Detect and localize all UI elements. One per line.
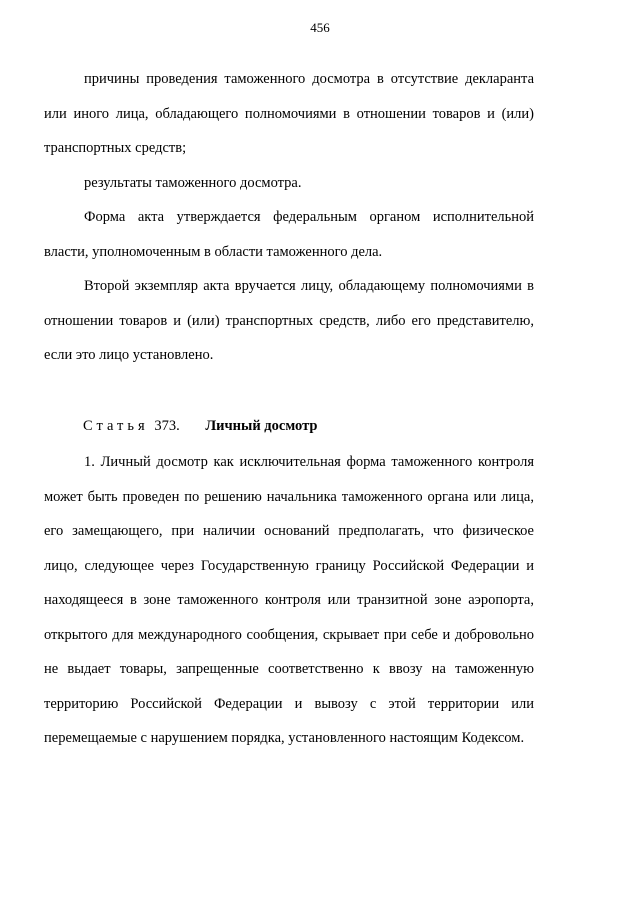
page-number: 456	[310, 20, 330, 35]
body-text-upper	[44, 62, 534, 373]
body-text-lower	[44, 445, 534, 756]
paragraph-inspection-results: результаты таможенного досмотра.	[84, 174, 302, 191]
paragraph-personal-inspection: 1. Личный досмотр как исключительная форма таможенного контроля может быть проведен по решению начальника таможенного органа или лица, его замещающего, при наличии оснований предполагать, что физическое лицо, следующее через Государственную границу Российской Федерации и находящееся в зоне таможенного контроля или транзитной зоне аэропорта, открытого для международного сообщения, скрывает при себе и добровольно не выдает товары, запрещенные соответственно к ввозу на таможенную территорию Российской Федерации и вывозу с этой территории или перемещаемые с нарушением порядка, установленного настоящим Кодексом.	[44, 454, 534, 746]
article-number: 373.	[154, 418, 180, 434]
article-title: Личный досмотр	[205, 418, 318, 434]
paragraph-act-copy: Второй экземпляр акта вручается лицу, обладающему полномочиями в отношении товаров и (или) транспортных средств, либо его представителю, если это лицо установлено.	[44, 278, 534, 363]
article-label: Статья	[83, 418, 149, 434]
paragraph-inspection-reasons: причины проведения таможенного досмотра в отсутствие декларанта или иного лица, обладающего полномочиями в отношении товаров и (или) транспортных средств;	[44, 71, 534, 156]
paragraph-act-form: Форма акта утверждается федеральным органом исполнительной власти, уполномоченным в области таможенного дела.	[44, 209, 534, 260]
article-heading	[83, 409, 317, 444]
